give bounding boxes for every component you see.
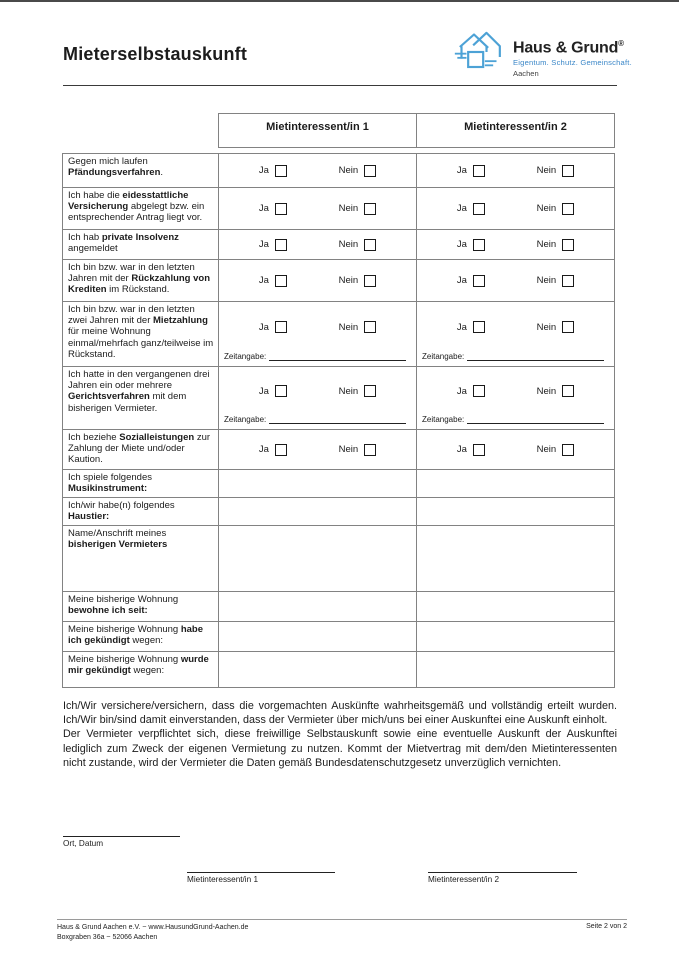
- nein-checkbox-eidesstattliche-versicherung-applicant-2[interactable]: [562, 203, 574, 215]
- zeitangabe-field-gerichtsverfahren-applicant-2: [417, 415, 614, 429]
- signature-block-applicant-2: [428, 872, 577, 884]
- answer-cell-pfaendungsverfahren-applicant-1: [219, 154, 417, 187]
- nein-checkbox-sozialleistungen-applicant-1[interactable]: [364, 444, 376, 456]
- nein-option: [537, 275, 575, 287]
- ja-checkbox-private-insolvenz-applicant-2[interactable]: [473, 239, 485, 251]
- brand-tagline: Eigentum. Schutz. Gemeinschaft.: [513, 58, 632, 68]
- answer-cell-gerichtsverfahren-applicant-1: [219, 367, 417, 429]
- row-label-wohnung-bewohnt-seit: Meine bisherige Wohnung bewohne ich seit:: [63, 592, 219, 621]
- row-label-musikinstrument: Ich spiele folgendes Musikinstrument:: [63, 470, 219, 497]
- ja-checkbox-mietzahlung-rueckstand-applicant-2[interactable]: [473, 321, 485, 333]
- nein-option: [339, 275, 377, 287]
- nein-label: Nein: [536, 321, 557, 333]
- ja-label: Ja: [258, 239, 269, 250]
- row-label-mietzahlung-rueckstand: Ich bin bzw. war in den letzten zwei Jahren mit der Mietzahlung für meine Wohnung einmal/mehrfach ganz/teilweise im Rückstand.: [63, 302, 219, 366]
- nein-option: [537, 239, 575, 251]
- nein-option: [339, 239, 377, 251]
- nein-label: Nein: [536, 444, 557, 455]
- page-number: Seite 2 von 2: [586, 923, 627, 930]
- nein-checkbox-gerichtsverfahren-applicant-1[interactable]: [364, 385, 376, 397]
- table-row-gerichtsverfahren: [63, 367, 614, 430]
- row-label-private-insolvenz: Ich hab private Insolvenz angemeldet: [63, 230, 219, 259]
- ja-option: [259, 444, 287, 456]
- ja-checkbox-rueckzahlung-kredite-applicant-2[interactable]: [473, 275, 485, 287]
- nein-label: Nein: [338, 321, 359, 333]
- table-row-eidesstattliche-versicherung: [63, 188, 614, 230]
- ja-label: Ja: [258, 275, 269, 286]
- signature-label-applicant-1: Mietinteressent/in 1: [187, 875, 258, 884]
- table-header-row: [218, 113, 615, 148]
- answer-cell-private-insolvenz-applicant-1: [219, 230, 417, 259]
- yes-no-options-mietzahlung-rueckstand-applicant-2: [417, 302, 614, 352]
- ja-label: Ja: [456, 385, 467, 397]
- signature-block-applicant-1: [187, 872, 335, 884]
- row-label-rueckzahlung-kredite: Ich bin bzw. war in den letzten Jahren mit der Rückzahlung von Krediten im Rückstand.: [63, 260, 219, 301]
- ja-option: [457, 321, 485, 333]
- ja-option: [259, 165, 287, 177]
- ja-option: [259, 275, 287, 287]
- ja-checkbox-pfaendungsverfahren-applicant-2[interactable]: [473, 165, 485, 177]
- ja-checkbox-gerichtsverfahren-applicant-1[interactable]: [275, 385, 287, 397]
- table-row-bisheriger-vermieter: [63, 526, 614, 592]
- answer-cell-eidesstattliche-versicherung-applicant-2: [417, 188, 614, 229]
- ja-option: [457, 165, 485, 177]
- zeitangabe-field-mietzahlung-rueckstand-applicant-2: [417, 352, 614, 366]
- ja-option: [457, 239, 485, 251]
- answer-cell-bisheriger-vermieter-applicant-1[interactable]: [219, 526, 417, 591]
- nein-option: [537, 444, 575, 456]
- answer-cell-mietzahlung-rueckstand-applicant-2: [417, 302, 614, 366]
- row-label-gerichtsverfahren: Ich hatte in den vergangenen drei Jahren ein oder mehrere Gerichtsverfahren mit dem bisherigen Vermieter.: [63, 367, 219, 429]
- registered-mark: ®: [618, 39, 624, 48]
- nein-option: [537, 321, 575, 333]
- yes-no-options-eidesstattliche-versicherung-applicant-1: [219, 188, 416, 229]
- table-row-mietzahlung-rueckstand: [63, 302, 614, 367]
- row-label-eidesstattliche-versicherung: Ich habe die eidesstattliche Versicherung abgelegt bzw. ein entsprechender Antrag liegt vor.: [63, 188, 219, 229]
- table-row-haustier: [63, 498, 614, 526]
- nein-option: [537, 203, 575, 215]
- zeitangabe-field-mietzahlung-rueckstand-applicant-1: [219, 352, 416, 366]
- nein-checkbox-gerichtsverfahren-applicant-2[interactable]: [562, 385, 574, 397]
- footer-line-1: Haus & Grund Aachen e.V. ~ www.HausundGrund-Aachen.de: [57, 924, 249, 931]
- yes-no-options-gerichtsverfahren-applicant-1: [219, 367, 416, 415]
- nein-checkbox-pfaendungsverfahren-applicant-2[interactable]: [562, 165, 574, 177]
- answer-cell-bisheriger-vermieter-applicant-2[interactable]: [417, 526, 614, 591]
- answer-cell-rueckzahlung-kredite-applicant-2: [417, 260, 614, 301]
- ort-datum-line[interactable]: [63, 836, 180, 837]
- declaration-paragraph-1: Ich/Wir versichere/versichern, dass die vorgemachten Auskünfte wahrheitsgemäß und vollständig erteilt wurden. Ich/Wir bin/sind damit einverstanden, dass der Vermieter über mich/uns bei einer Auskunftei eine Auskunft einholt.: [63, 700, 617, 727]
- ja-label: Ja: [258, 321, 269, 333]
- nein-checkbox-private-insolvenz-applicant-1[interactable]: [364, 239, 376, 251]
- nein-label: Nein: [536, 275, 557, 286]
- answer-cell-gerichtsverfahren-applicant-2: [417, 367, 614, 429]
- ja-option: [457, 203, 485, 215]
- row-label-sozialleistungen: Ich beziehe Sozialleistungen zur Zahlung der Miete und/oder Kaution.: [63, 430, 219, 469]
- answer-cell-private-insolvenz-applicant-2: [417, 230, 614, 259]
- nein-label: Nein: [338, 275, 359, 286]
- nein-checkbox-private-insolvenz-applicant-2[interactable]: [562, 239, 574, 251]
- ja-checkbox-sozialleistungen-applicant-2[interactable]: [473, 444, 485, 456]
- yes-no-options-gerichtsverfahren-applicant-2: [417, 367, 614, 415]
- brand-logo: [453, 27, 632, 78]
- footer-address: [57, 923, 248, 942]
- zeitangabe-label: Zeitangabe:: [422, 415, 465, 424]
- page-top-edge: [0, 0, 679, 2]
- ja-option: [259, 321, 287, 333]
- ja-option: [259, 203, 287, 215]
- row-label-pfaendungsverfahren: Gegen mich laufen Pfändungsverfahren.: [63, 154, 219, 187]
- ja-option: [457, 275, 485, 287]
- answer-cell-sozialleistungen-applicant-1: [219, 430, 417, 469]
- ort-datum-label: Ort, Datum: [63, 839, 104, 848]
- ja-checkbox-pfaendungsverfahren-applicant-1[interactable]: [275, 165, 287, 177]
- page-title: Mieterselbstauskunft: [63, 44, 248, 64]
- ja-checkbox-mietzahlung-rueckstand-applicant-1[interactable]: [275, 321, 287, 333]
- table-row-sozialleistungen: [63, 430, 614, 470]
- zeitangabe-line-mietzahlung-rueckstand-applicant-1[interactable]: [269, 352, 406, 361]
- brand-city: Aachen: [513, 69, 539, 79]
- answer-cell-musikinstrument-applicant-1[interactable]: [219, 470, 417, 497]
- ja-label: Ja: [258, 444, 269, 455]
- yes-no-options-rueckzahlung-kredite-applicant-1: [219, 260, 416, 301]
- answer-cell-gekuendigt-worden-applicant-2[interactable]: [417, 652, 614, 687]
- ja-option: [457, 385, 485, 397]
- ja-label: Ja: [456, 275, 467, 286]
- table-row-musikinstrument: [63, 470, 614, 498]
- nein-option: [339, 444, 377, 456]
- yes-no-options-sozialleistungen-applicant-2: [417, 430, 614, 469]
- answer-cell-rueckzahlung-kredite-applicant-1: [219, 260, 417, 301]
- logo-text: [513, 27, 632, 78]
- nein-option: [537, 385, 575, 397]
- nein-option: [339, 385, 377, 397]
- yes-no-options-eidesstattliche-versicherung-applicant-2: [417, 188, 614, 229]
- table-row-wohnung-bewohnt-seit: [63, 592, 614, 622]
- column-header-applicant-1: Mietinteressent/in 1: [219, 114, 417, 147]
- yes-no-options-private-insolvenz-applicant-1: [219, 230, 416, 259]
- nein-checkbox-pfaendungsverfahren-applicant-1[interactable]: [364, 165, 376, 177]
- ja-checkbox-gerichtsverfahren-applicant-2[interactable]: [473, 385, 485, 397]
- ja-label: Ja: [258, 203, 269, 214]
- answer-cell-wohnung-bewohnt-seit-applicant-2[interactable]: [417, 592, 614, 621]
- ja-checkbox-rueckzahlung-kredite-applicant-1[interactable]: [275, 275, 287, 287]
- ja-label: Ja: [456, 444, 467, 455]
- yes-no-options-mietzahlung-rueckstand-applicant-1: [219, 302, 416, 352]
- zeitangabe-field-gerichtsverfahren-applicant-1: [219, 415, 416, 429]
- table-row-pfaendungsverfahren: [63, 154, 614, 188]
- nein-checkbox-sozialleistungen-applicant-2[interactable]: [562, 444, 574, 456]
- answer-cell-selbst-gekuendigt-applicant-2[interactable]: [417, 622, 614, 651]
- row-label-haustier: Ich/wir habe(n) folgendes Haustier:: [63, 498, 219, 525]
- footer-line-2: Boxgraben 36a ~ 52066 Aachen: [57, 933, 158, 941]
- ja-label: Ja: [456, 239, 467, 250]
- ja-label: Ja: [258, 385, 269, 397]
- ja-checkbox-private-insolvenz-applicant-1[interactable]: [275, 239, 287, 251]
- ort-datum-block: [63, 836, 180, 848]
- declaration-paragraph-2: Der Vermieter verpflichtet sich, diese freiwillige Selbstauskunft sowie eine eventuelle Auskunft der Auskunftei lediglich zum Zweck der eigenen Vermietung zu nutzen. Kommt der Mietvertrag mit dem/den Mietinteressenten nicht zustande, wird der Vermieter die Daten gemäß Bundesdatenschutzgesetz unverzüglich vernichten.: [63, 728, 617, 769]
- nein-option: [339, 165, 377, 177]
- declaration-text: [63, 699, 617, 770]
- nein-label: Nein: [338, 203, 359, 214]
- ja-checkbox-eidesstattliche-versicherung-applicant-2[interactable]: [473, 203, 485, 215]
- nein-option: [339, 321, 377, 333]
- nein-label: Nein: [338, 165, 359, 176]
- answer-cell-eidesstattliche-versicherung-applicant-1: [219, 188, 417, 229]
- row-label-gekuendigt-worden: Meine bisherige Wohnung wurde mir gekündigt wegen:: [63, 652, 219, 687]
- yes-no-options-private-insolvenz-applicant-2: [417, 230, 614, 259]
- zeitangabe-label: Zeitangabe:: [422, 352, 465, 361]
- answer-cell-gekuendigt-worden-applicant-1[interactable]: [219, 652, 417, 687]
- table-body: [62, 153, 615, 688]
- ja-label: Ja: [456, 321, 467, 333]
- nein-checkbox-eidesstattliche-versicherung-applicant-1[interactable]: [364, 203, 376, 215]
- signature-line-applicant-1[interactable]: [187, 872, 335, 873]
- ja-label: Ja: [456, 165, 467, 176]
- footer-divider: [57, 919, 627, 920]
- nein-label: Nein: [338, 239, 359, 250]
- yes-no-options-pfaendungsverfahren-applicant-2: [417, 154, 614, 187]
- nein-label: Nein: [536, 203, 557, 214]
- ja-checkbox-eidesstattliche-versicherung-applicant-1[interactable]: [275, 203, 287, 215]
- ja-option: [259, 239, 287, 251]
- nein-label: Nein: [338, 444, 359, 455]
- signature-line-applicant-2[interactable]: [428, 872, 577, 873]
- nein-option: [339, 203, 377, 215]
- answer-cell-wohnung-bewohnt-seit-applicant-1[interactable]: [219, 592, 417, 621]
- nein-checkbox-mietzahlung-rueckstand-applicant-2[interactable]: [562, 321, 574, 333]
- ja-label: Ja: [456, 203, 467, 214]
- answer-cell-mietzahlung-rueckstand-applicant-1: [219, 302, 417, 366]
- nein-label: Nein: [338, 385, 359, 397]
- ja-option: [259, 385, 287, 397]
- answer-cell-haustier-applicant-1[interactable]: [219, 498, 417, 525]
- answer-cell-musikinstrument-applicant-2[interactable]: [417, 470, 614, 497]
- signature-label-applicant-2: Mietinteressent/in 2: [428, 875, 499, 884]
- table-row-private-insolvenz: [63, 230, 614, 260]
- nein-option: [537, 165, 575, 177]
- nein-label: Nein: [536, 239, 557, 250]
- nein-checkbox-rueckzahlung-kredite-applicant-2[interactable]: [562, 275, 574, 287]
- row-label-selbst-gekuendigt: Meine bisherige Wohnung habe ich gekündigt wegen:: [63, 622, 219, 651]
- answer-cell-pfaendungsverfahren-applicant-2: [417, 154, 614, 187]
- nein-checkbox-rueckzahlung-kredite-applicant-1[interactable]: [364, 275, 376, 287]
- answer-cell-haustier-applicant-2[interactable]: [417, 498, 614, 525]
- row-label-bisheriger-vermieter: Name/Anschrift meines bisherigen Vermieters: [63, 526, 219, 591]
- yes-no-options-rueckzahlung-kredite-applicant-2: [417, 260, 614, 301]
- zeitangabe-line-gerichtsverfahren-applicant-1[interactable]: [269, 415, 406, 424]
- zeitangabe-label: Zeitangabe:: [224, 415, 267, 424]
- ja-label: Ja: [258, 165, 269, 176]
- haus-grund-houses-icon: [453, 27, 505, 77]
- yes-no-options-sozialleistungen-applicant-1: [219, 430, 416, 469]
- answer-cell-sozialleistungen-applicant-2: [417, 430, 614, 469]
- table-row-rueckzahlung-kredite: [63, 260, 614, 302]
- ja-checkbox-sozialleistungen-applicant-1[interactable]: [275, 444, 287, 456]
- zeitangabe-line-gerichtsverfahren-applicant-2[interactable]: [467, 415, 604, 424]
- nein-label: Nein: [536, 385, 557, 397]
- header-divider: [63, 85, 617, 86]
- zeitangabe-label: Zeitangabe:: [224, 352, 267, 361]
- table-row-gekuendigt-worden: [63, 652, 614, 687]
- selbstauskunft-table: [62, 113, 615, 688]
- answer-cell-selbst-gekuendigt-applicant-1[interactable]: [219, 622, 417, 651]
- table-row-selbst-gekuendigt: [63, 622, 614, 652]
- brand-name: Haus & Grund®: [513, 39, 624, 57]
- ja-option: [457, 444, 485, 456]
- nein-label: Nein: [536, 165, 557, 176]
- zeitangabe-line-mietzahlung-rueckstand-applicant-2[interactable]: [467, 352, 604, 361]
- nein-checkbox-mietzahlung-rueckstand-applicant-1[interactable]: [364, 321, 376, 333]
- column-header-applicant-2: Mietinteressent/in 2: [464, 121, 567, 133]
- yes-no-options-pfaendungsverfahren-applicant-1: [219, 154, 416, 187]
